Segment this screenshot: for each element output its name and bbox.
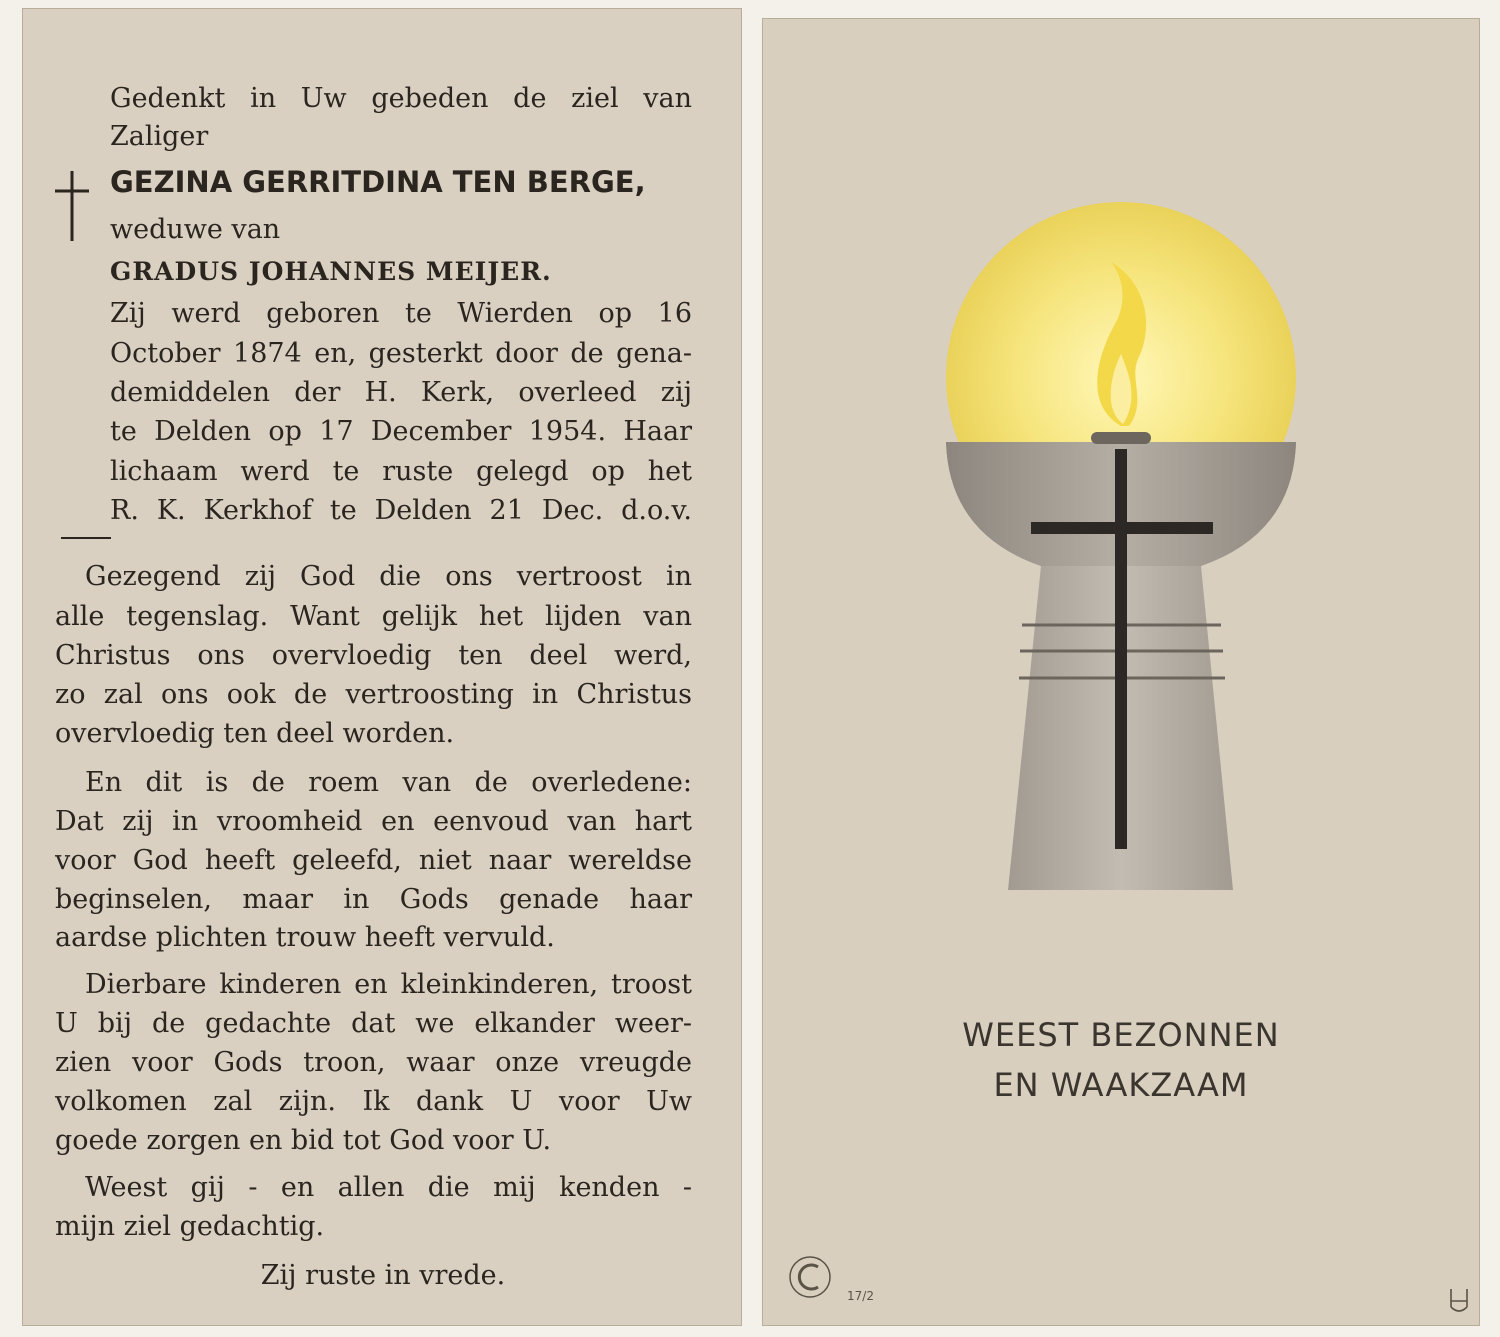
remembrance-line: mijn ziel gedachtig. bbox=[55, 1211, 325, 1242]
farewell-line: U bij de gedachte dat we elkander weer- bbox=[55, 1008, 692, 1039]
scripture-line: alle tegenslag. Want gelijk het lijden van bbox=[55, 601, 692, 632]
closing-line: Zij ruste in vrede. bbox=[260, 1260, 506, 1291]
tribute-line: Dat zij in vroomheid en eenvoud van hart bbox=[55, 806, 692, 837]
memorial-text-page bbox=[22, 8, 742, 1326]
scripture-line: Christus ons overvloedig ten deel werd, bbox=[55, 640, 692, 671]
remembrance-line: Weest gij - en allen die mij kenden - bbox=[85, 1172, 692, 1203]
widow-of-line: weduwe van bbox=[110, 214, 281, 245]
wick-holder bbox=[1091, 432, 1151, 444]
series-number: 17/2 bbox=[847, 1289, 874, 1303]
cross-icon bbox=[53, 171, 91, 241]
intro-line: Gedenkt in Uw gebeden de ziel van bbox=[110, 83, 692, 114]
bio-line: Zij werd geboren te Wierden op 16 bbox=[110, 298, 692, 329]
cross-icon bbox=[1115, 449, 1127, 849]
bio-line: demiddelen der H. Kerk, overleed zij bbox=[110, 377, 692, 408]
illustration-page bbox=[762, 18, 1480, 1326]
separator-rule bbox=[61, 537, 111, 539]
farewell-line: zien voor Gods troon, waar onze vreugde bbox=[55, 1047, 692, 1078]
tribute-line: voor God heeft geleefd, niet naar wereldse bbox=[55, 845, 692, 876]
deceased-name: GEZINA GERRITDINA TEN BERGE, bbox=[110, 165, 646, 199]
farewell-line: volkomen zal zijn. Ik dank U voor Uw bbox=[55, 1086, 692, 1117]
motto-line-1: WEEST BEZONNEN bbox=[962, 1016, 1280, 1054]
tribute-line: En dit is de roem van de overledene: bbox=[85, 767, 692, 798]
farewell-line: Dierbare kinderen en kleinkinderen, troost bbox=[85, 969, 692, 1000]
motto-line-2: EN WAAKZAAM bbox=[993, 1066, 1249, 1104]
bio-line: lichaam werd te ruste gelegd op het bbox=[110, 456, 692, 487]
tribute-line: aardse plichten trouw heeft vervuld. bbox=[55, 922, 555, 953]
publisher-logo-icon bbox=[788, 1255, 832, 1299]
scripture-line: overvloedig ten deel worden. bbox=[55, 718, 455, 749]
scripture-line: zo zal ons ook de vertroosting in Christus bbox=[55, 679, 692, 710]
chalice-cross-illustration bbox=[933, 194, 1313, 899]
farewell-line: goede zorgen en bid tot God voor U. bbox=[55, 1125, 552, 1156]
bio-line: te Delden op 17 December 1954. Haar bbox=[110, 416, 692, 447]
artist-monogram-icon bbox=[1447, 1285, 1471, 1315]
intro-line-2: Zaliger bbox=[110, 121, 209, 152]
bio-line: October 1874 en, gesterkt door de gena- bbox=[110, 338, 692, 369]
spouse-name: GRADUS JOHANNES MEIJER. bbox=[110, 257, 552, 286]
scripture-line: Gezegend zij God die ons vertroost in bbox=[85, 561, 692, 592]
tribute-line: beginselen, maar in Gods genade haar bbox=[55, 884, 692, 915]
bio-line: R. K. Kerkhof te Delden 21 Dec. d.o.v. bbox=[110, 495, 692, 526]
